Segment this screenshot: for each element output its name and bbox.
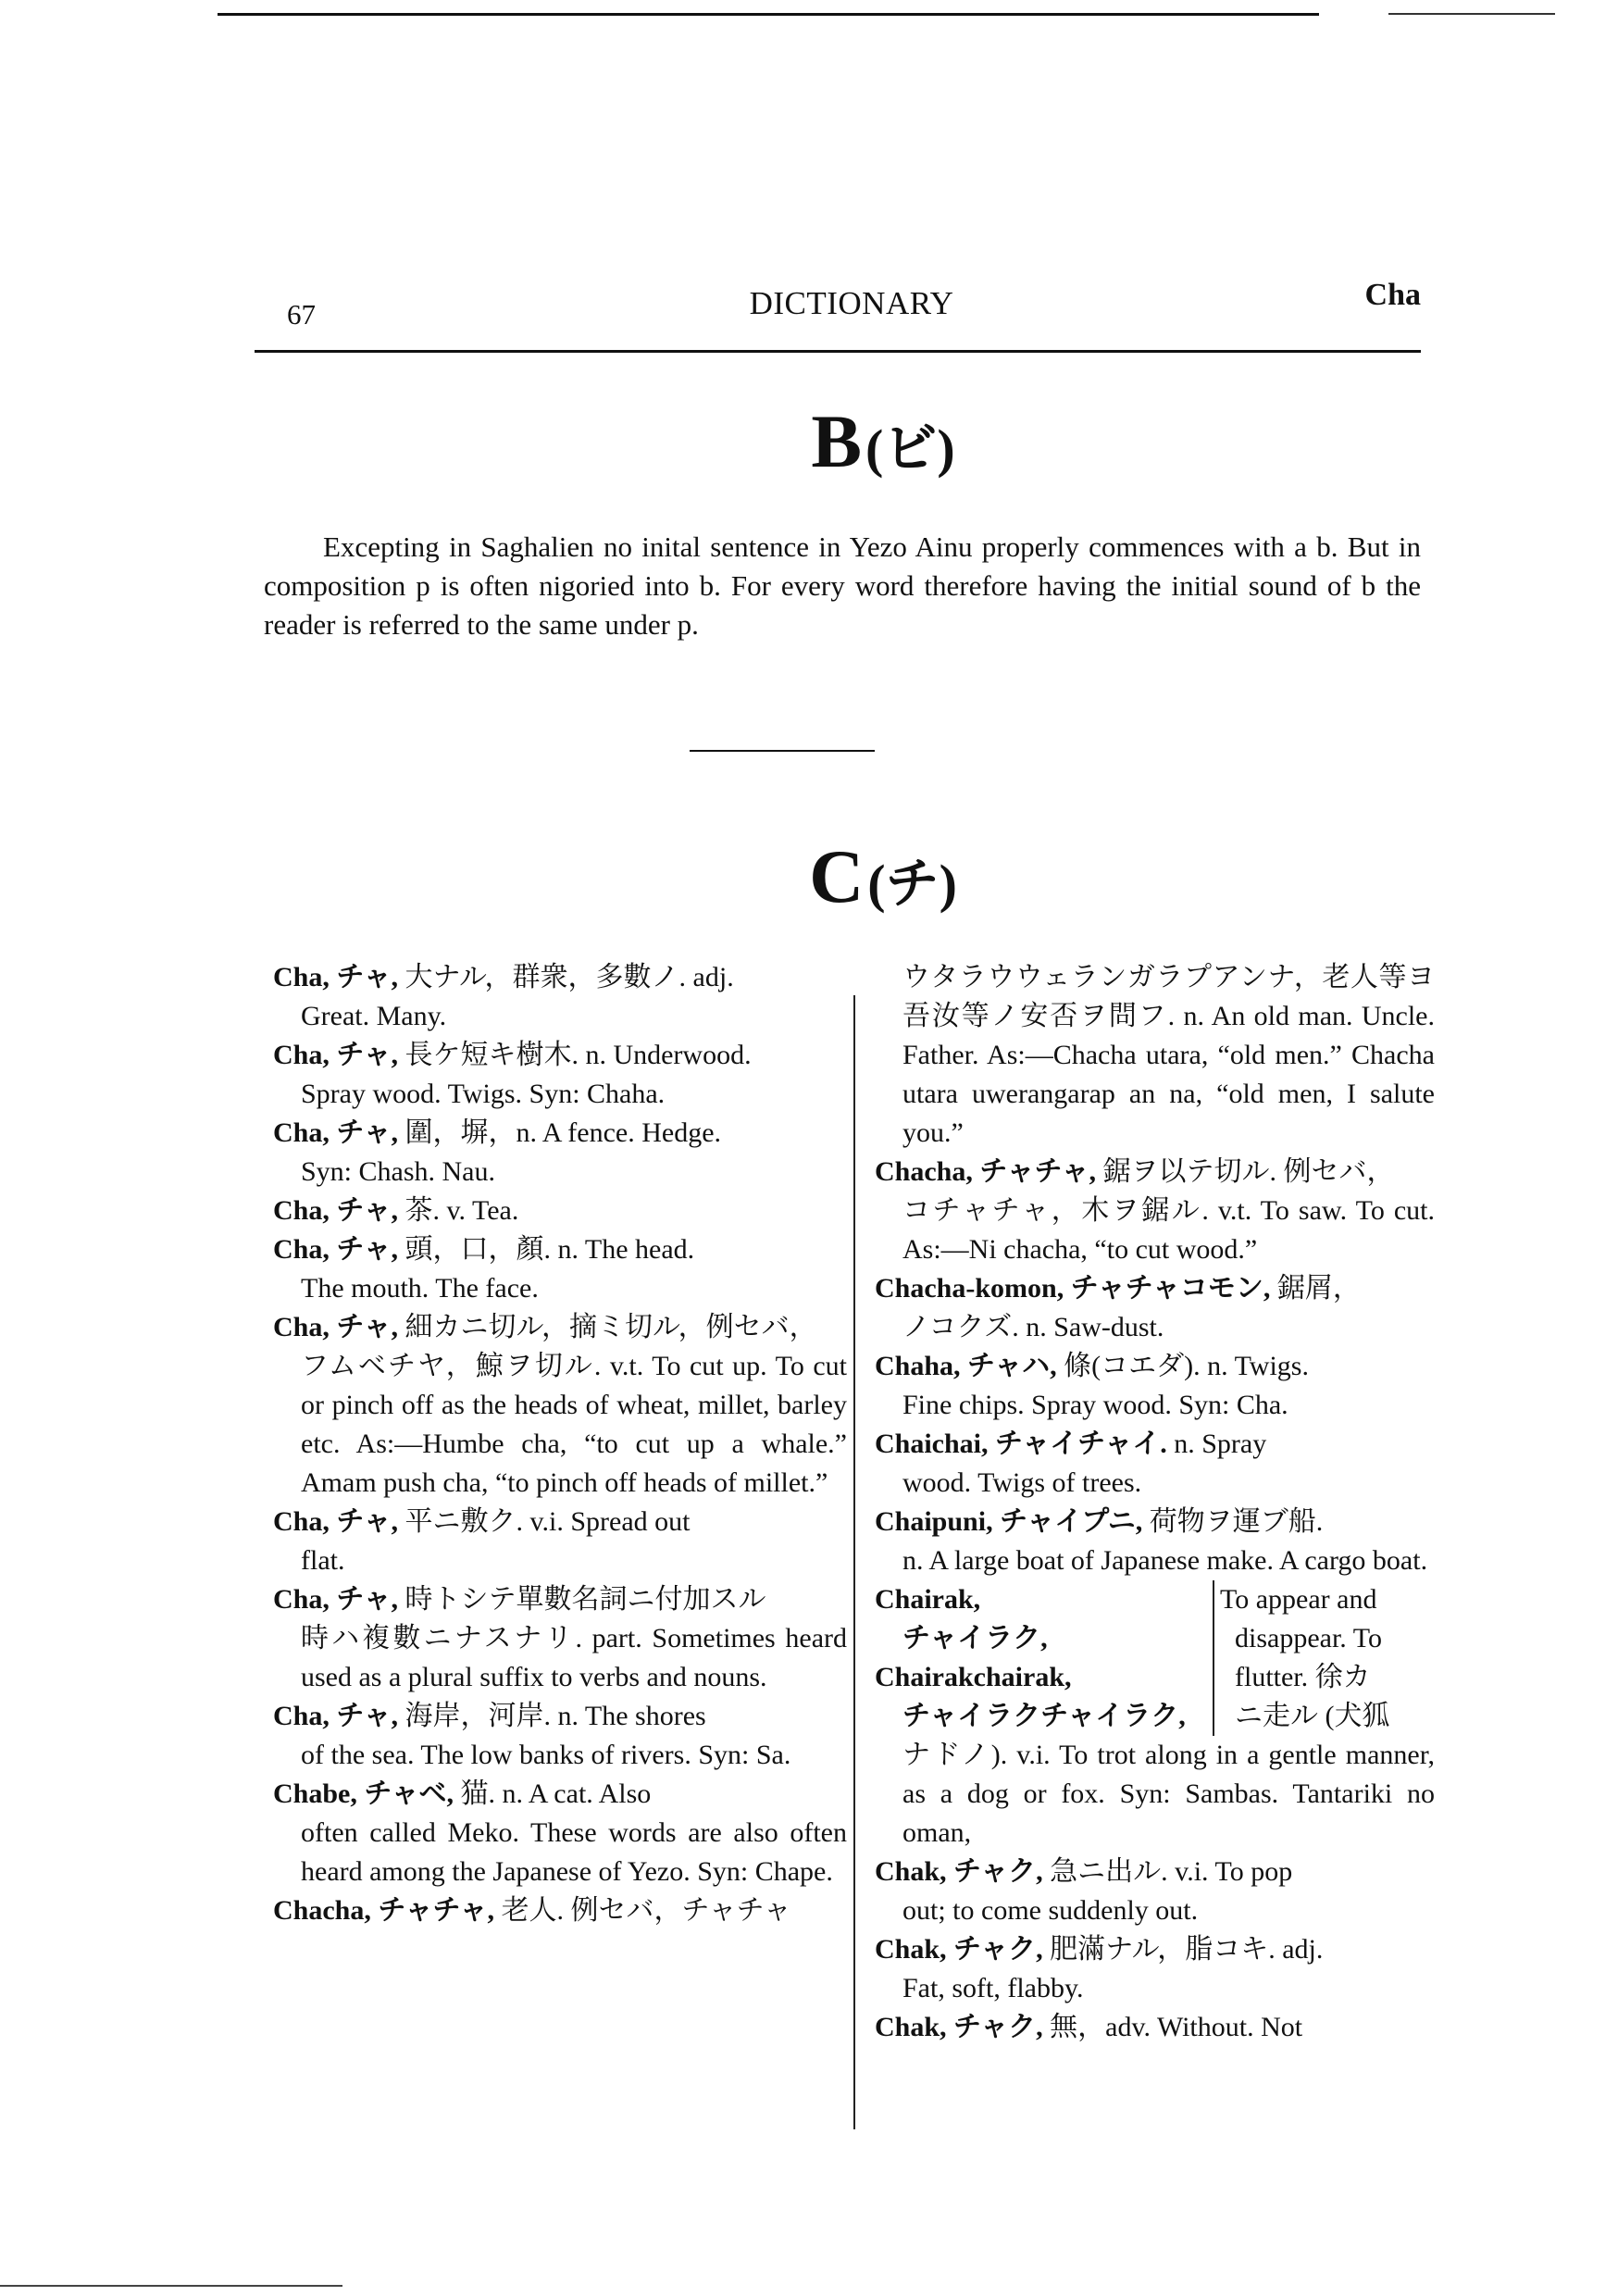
entry-continuation: flat. — [301, 1545, 345, 1576]
entry-definition: 鋸ヲ以テ切ル. 例セバ， — [1102, 1156, 1395, 1187]
entry-headword: Chaha, チャハ, — [875, 1351, 1057, 1381]
dictionary-entry — [273, 1775, 847, 1891]
entry-headword: Chak, チャク, — [875, 1856, 1043, 1887]
entry-headword: Chak, チャク, — [875, 2012, 1043, 2042]
entry-headword: Chaichai, チャイチャイ. — [875, 1429, 1167, 1459]
entry-headword: Chacha, チャチャ, — [875, 1156, 1097, 1187]
entry-continuation: Fine chips. Spray wood. Syn: Cha. — [902, 1390, 1288, 1420]
entry-definition: n. Spray — [1174, 1429, 1267, 1459]
entry-continuation: n. A large boat of Japanese make. A cargo boat. — [902, 1545, 1428, 1576]
entry-continuation: コチャチャ，木ヲ鋸ル. v.t. To saw. To cut. As:—Ni chacha, “to cut wood.” — [902, 1195, 1435, 1265]
entry-continuation: out; to come suddenly out. — [902, 1895, 1199, 1926]
braced-headwords — [875, 1580, 1213, 1736]
entry-headword: Cha, チャ, — [273, 1040, 398, 1070]
page-header — [282, 278, 1421, 333]
dictionary-entry — [273, 1697, 847, 1775]
right-column — [875, 958, 1435, 2047]
entry-headword: Cha, チャ, — [273, 1584, 398, 1615]
entry-continuation: often called Meko. These words are also often heard among the Japanese of Yezo. Syn: Chape. — [301, 1817, 847, 1887]
header-rule — [255, 350, 1421, 353]
entry-definition: 長ケ短キ樹木. n. Underwood. — [404, 1040, 752, 1070]
brace-line: flutter. 徐カ — [1235, 1662, 1371, 1692]
entry-definition: 海岸，河岸. n. The shores — [404, 1701, 706, 1731]
entry-continuation: ノコクズ. n. Saw-dust. — [902, 1312, 1164, 1342]
brace-line: disappear. To — [1235, 1623, 1382, 1653]
section-letter: C — [809, 834, 865, 918]
entry-definition: 無，adv. Without. Not — [1050, 2012, 1303, 2042]
dictionary-entry — [273, 958, 847, 1036]
section-kana: (チ) — [867, 854, 957, 914]
entry-definition: 老人. 例セバ，チャチャ — [501, 1895, 791, 1926]
entry-headword: Cha, チャ, — [273, 1701, 398, 1731]
column-divider — [853, 995, 855, 2129]
entry-headword: Chak, チャク, — [875, 1934, 1043, 1965]
entry-continuation: Great. Many. — [301, 1001, 447, 1031]
top-edge-rule — [218, 13, 1319, 16]
guide-word: Cha — [1364, 278, 1421, 312]
entry-definition: 細カニ切ル，摘ミ切ル，例セバ， — [404, 1312, 817, 1342]
entry-continuation: フムベチヤ，鯨ヲ切ル. v.t. To cut up. To cut or pinch off as the heads of wheat, millet, barley etc. As:—Humbe cha, “to cut up a whale.” Amam push cha, “to pinch off heads of millet.” — [301, 1351, 847, 1498]
dictionary-entry — [875, 1153, 1435, 1269]
entry-headword: Chairak, — [875, 1584, 981, 1615]
dictionary-entry — [273, 1192, 847, 1230]
dictionary-entry — [875, 1503, 1435, 1580]
entry-continuation: ナドノ). v.i. To trot along in a gentle manner, as a dog or fox. Syn: Sambas. Tantariki no oman, — [902, 1740, 1435, 1848]
top-edge-rule-right — [1388, 13, 1555, 15]
entry-continuation: The mouth. The face. — [301, 1273, 539, 1304]
dictionary-entry — [273, 1308, 847, 1503]
dictionary-entry — [875, 1853, 1435, 1930]
braced-definition — [1213, 1580, 1435, 1736]
entry-headword: Chairakchairak, — [875, 1662, 1072, 1692]
entry-headword: Cha, チャ, — [273, 1506, 398, 1537]
dictionary-entry — [875, 1425, 1435, 1503]
dictionary-entry — [273, 1114, 847, 1192]
entry-definition: 急ニ出ル. v.i. To pop — [1050, 1856, 1293, 1887]
entry-headword: Chabe, チャベ, — [273, 1778, 454, 1809]
page-number: 67 — [287, 298, 316, 331]
intro-paragraph — [264, 528, 1421, 644]
entry-definition: 茶. v. Tea. — [404, 1195, 519, 1226]
entry-continuation: Spray wood. Twigs. Syn: Chaha. — [301, 1079, 666, 1109]
bottom-edge-rule — [0, 2285, 342, 2287]
entry-definition: 頭，口，顏. n. The head. — [404, 1234, 695, 1265]
dictionary-entry — [875, 1269, 1435, 1347]
entry-headword: Cha, チャ, — [273, 1117, 398, 1148]
entry-definition: 圍，塀，n. A fence. Hedge. — [404, 1117, 722, 1148]
entry-definition: 鋸屑， — [1276, 1273, 1361, 1304]
entry-definition: 時トシテ單數名詞ニ付加スル — [404, 1584, 766, 1615]
dictionary-entry — [875, 1347, 1435, 1425]
entry-headword: Chacha, チャチャ, — [273, 1895, 495, 1926]
entry-headword-kana: チャイラクチャイラク, — [902, 1701, 1186, 1731]
entry-continuation: wood. Twigs of trees. — [902, 1467, 1142, 1498]
entry-headword-kana: チャイラク, — [902, 1623, 1048, 1653]
entry-continuation: ウタラウウェランガラプアンナ，老人等ヨ吾汝等ノ安否ヲ問フ. n. An old man. Uncle. Father. As:—Chacha utara, “old men.” Chacha utara uwerangarap an na, “old men, I salute you.” — [902, 962, 1435, 1148]
entry-continuation: 時ハ複數ニナスナリ. part. Sometimes heard used as a plural suffix to verbs and nouns. — [301, 1623, 847, 1692]
entry-definition: 條(コエダ). n. Twigs. — [1064, 1351, 1309, 1381]
dictionary-entry — [273, 1891, 847, 1930]
section-letter: B — [811, 399, 863, 483]
entry-headword: Chacha-komon, チャチャコモン, — [875, 1273, 1271, 1304]
brace-line: ニ走ル (犬狐 — [1235, 1701, 1390, 1731]
dictionary-entry — [273, 1230, 847, 1308]
entry-headword: Cha, チャ, — [273, 1312, 398, 1342]
dictionary-entry — [273, 1580, 847, 1697]
dictionary-entry-continued — [875, 958, 1435, 1153]
entry-definition: 猫. n. A cat. Also — [460, 1778, 652, 1809]
left-column — [273, 958, 847, 1930]
dictionary-entry — [875, 1930, 1435, 2008]
section-separator — [690, 750, 875, 752]
dictionary-entry-braced — [875, 1580, 1435, 1853]
entry-definition: 大ナル，群衆，多數ノ. adj. — [404, 962, 734, 992]
dictionary-entry — [273, 1036, 847, 1114]
entry-definition: 平ニ敷ク. v.i. Spread out — [404, 1506, 691, 1537]
entry-definition: 荷物ヲ運ブ船. — [1149, 1506, 1324, 1537]
brace-line: To appear and — [1220, 1584, 1377, 1615]
dictionary-entry — [273, 1503, 847, 1580]
section-heading-c — [74, 833, 1618, 920]
entry-headword: Cha, チャ, — [273, 1234, 398, 1265]
entry-headword: Chaipuni, チャイプニ, — [875, 1506, 1143, 1537]
entry-headword: Cha, チャ, — [273, 1195, 398, 1226]
intro-text: Excepting in Saghalien no inital sentence in Yezo Ainu properly commences with a b. But in composition p is often nigoried into b. For every word therefore having the initial sound of b the reader is referred to the same under p. — [264, 530, 1421, 641]
section-kana: (ビ) — [865, 418, 955, 479]
entry-continuation: Syn: Chash. Nau. — [301, 1156, 495, 1187]
section-heading-b — [74, 398, 1618, 485]
entry-definition: 肥滿ナル，脂コキ. adj. — [1050, 1934, 1324, 1965]
entry-continuation: Fat, soft, flabby. — [902, 1973, 1084, 2003]
entry-headword: Cha, チャ, — [273, 962, 398, 992]
running-title: DICTIONARY — [749, 285, 954, 321]
dictionary-entry — [875, 2008, 1435, 2047]
entry-continuation: of the sea. The low banks of rivers. Syn: Sa. — [301, 1740, 791, 1770]
